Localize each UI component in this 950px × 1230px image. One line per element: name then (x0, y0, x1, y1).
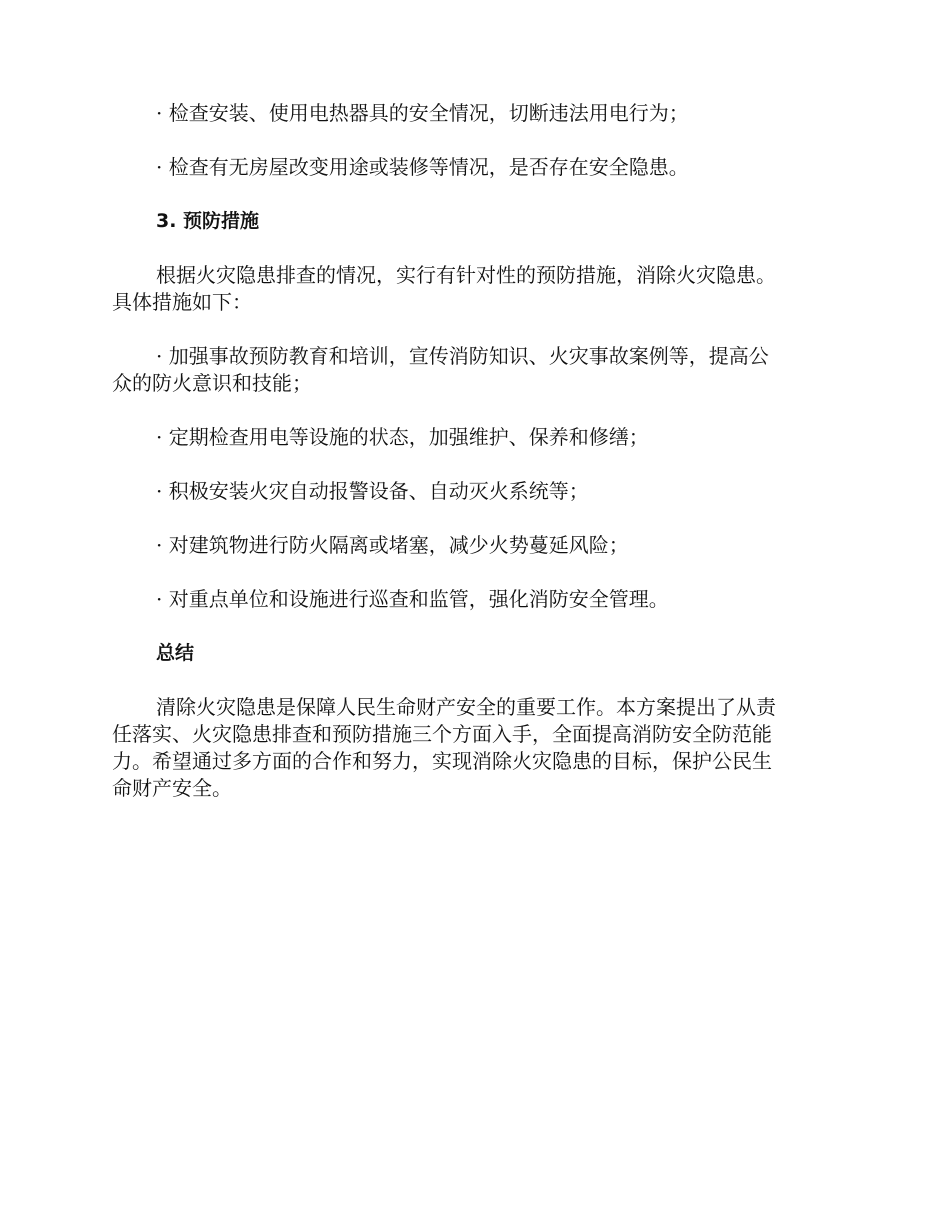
bullet-line: 众的防火意识和技能； (112, 371, 312, 395)
bullet-item: · 对建筑物进行防火隔离或堵塞，减少火势蔓延风险； (156, 533, 629, 557)
paragraph-line: 根据火灾隐患排查的情况，实行有针对性的预防措施，消除火灾隐患。 (156, 263, 776, 287)
bullet-item: · 检查有无房屋改变用途或装修等情况，是否存在安全隐患。 (156, 155, 689, 179)
paragraph-line: 任落实、火灾隐患排查和预防措施三个方面入手，全面提高消防安全防范能 (112, 722, 772, 746)
summary-paragraph (112, 694, 832, 802)
summary-heading: 总结 (156, 642, 195, 664)
bullet-item: · 对重点单位和设施进行巡查和监管，强化消防安全管理。 (156, 587, 669, 611)
bullet-item-multiline (112, 343, 832, 397)
bullet-item: · 检查安装、使用电热器具的安全情况，切断违法用电行为； (156, 101, 689, 125)
bullet-item: · 积极安装火灾自动报警设备、自动灭火系统等； (156, 479, 589, 503)
paragraph-line: 清除火灾隐患是保障人民生命财产安全的重要工作。本方案提出了从责 (156, 695, 776, 719)
bullet-line: · 加强事故预防教育和培训，宣传消防知识、火灾事故案例等，提高公 (156, 344, 769, 368)
document-page (112, 100, 832, 829)
section-intro-paragraph (112, 262, 832, 316)
paragraph-line: 具体措施如下： (112, 290, 252, 314)
bullet-item: · 定期检查用电等设施的状态，加强维护、保养和修缮； (156, 425, 649, 449)
paragraph-line: 力。希望通过多方面的合作和努力，实现消除火灾隐患的目标，保护公民生 (112, 749, 772, 773)
paragraph-line: 命财产安全。 (112, 776, 232, 800)
section-heading: 3. 预防措施 (156, 210, 260, 232)
